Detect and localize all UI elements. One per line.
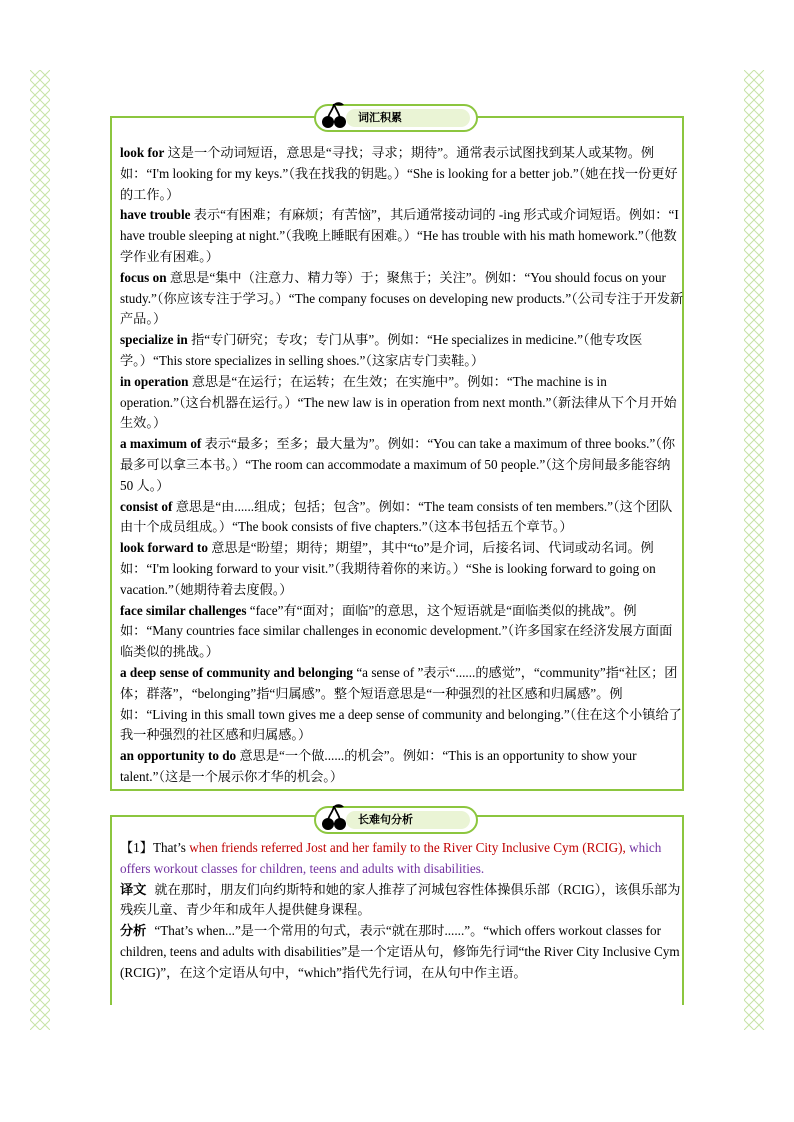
sentence-translation bbox=[120, 880, 685, 922]
vocab-explanation: 表示“最多；至多；最大量为”。例如：“You can take a maximum of three books.”（你最多可以拿三本书。）“The room can accommodate a maximum of 50 people.”（这个房间最多能容纳 50 人。） bbox=[120, 436, 676, 493]
vocab-entry bbox=[120, 372, 685, 434]
analysis-label: 分析 bbox=[120, 923, 147, 939]
vocab-explanation: 意思是“一个做......的机会”。例如：“This is an opportunity to show your talent.”（这是一个展示你才华的机会。） bbox=[120, 748, 637, 784]
vocab-term: specialize in bbox=[120, 332, 188, 348]
vocab-entry bbox=[120, 538, 685, 600]
sentence-relative-clause: which offers workout classes for children, teens and adults with disabilities. bbox=[120, 840, 662, 876]
vocab-explanation: 这是一个动词短语，意思是“寻找；寻求；期待”。通常表示试图找到某人或某物。例如：“I'm looking for my keys.”（我在找我的钥匙。）“She is looking for a better job.”（她在找一份更好的工作。） bbox=[120, 145, 678, 202]
translation-text: 就在那时，朋友们向约斯特和她的家人推荐了河城包容性体操俱乐部（RCIG），该俱乐部为残疾儿童、青少年和成年人提供健身课程。 bbox=[120, 881, 681, 918]
vocab-entry bbox=[120, 601, 685, 663]
vocab-explanation: 意思是“集中（注意力、精力等）于；聚焦于；关注”。例如：“You should focus on your study.”（你应该专注于学习。）“The company focuses on developing new products.”（公司专注于开发新产品。） bbox=[120, 269, 684, 327]
vocab-explanation: 意思是“在运行；在运转；在生效；在实施中”。例如：“The machine is in operation.”（这台机器在运行。）“The new law is in operation from next month.”（新法律从下个月开始生效。） bbox=[120, 373, 677, 431]
vocab-term: in operation bbox=[120, 373, 189, 389]
vocab-entry bbox=[120, 330, 685, 372]
right-border-decoration bbox=[744, 70, 764, 1030]
vocab-entry bbox=[120, 205, 685, 267]
cherry-icon bbox=[320, 100, 348, 132]
vocab-term: consist of bbox=[120, 498, 173, 514]
vocab-explanation: 指“专门研究；专攻；专门从事”。例如：“He specializes in medicine.”（他专攻医学。）“This store specializes in selling shoes.”（这家店专门卖鞋。） bbox=[120, 332, 643, 368]
vocab-explanation: “face”有“面对；面临”的意思，这个短语就是“面临类似的挑战”。例如：“Many countries face similar challenges in economic development.”（许多国家在经济发展方面面临类似的挑战。） bbox=[120, 602, 673, 660]
sentence-analysis bbox=[120, 921, 685, 983]
vocab-entry bbox=[120, 434, 685, 496]
vocab-entry bbox=[120, 497, 685, 539]
analysis-text: “That’s when...”是一个常用的句式，表示“就在那时......”。“which offers workout classes for children, teens and adults with disabilities”是一个定语从句，修饰先行词“the River City Inclusive Cym (RCIG)”，在这个定语从句中，“which”指代先行词，在从句中作主语。 bbox=[120, 923, 680, 980]
vocab-explanation: 意思是“由......组成；包括；包含”。例如：“The team consists of ten members.”（这个团队由十个成员组成。）“The book consists of five chapters.”（这本书包括五个章节。） bbox=[120, 498, 673, 535]
vocab-term: look for bbox=[120, 145, 165, 160]
vocab-section-header bbox=[314, 104, 478, 132]
sentence-number: 【1】 bbox=[120, 840, 153, 855]
left-border-decoration bbox=[30, 70, 50, 1030]
vocab-term: look forward to bbox=[120, 540, 208, 556]
translation-label: 译文 bbox=[120, 881, 147, 897]
vocab-term: a maximum of bbox=[120, 436, 202, 452]
sentence-section-header bbox=[314, 806, 478, 834]
vocab-term: have trouble bbox=[120, 207, 191, 223]
vocab-entry bbox=[120, 663, 685, 746]
vocab-explanation: 意思是“盼望；期待；期望”，其中“to”是介词，后接名词、代词或动名词。例如：“I'm looking forward to your visit.”（我期待着你的来访。）“She is looking forward to going on vacation.”（她期待着去度假。） bbox=[120, 540, 656, 597]
cherry-icon bbox=[320, 802, 348, 834]
vocab-term: face similar challenges bbox=[120, 602, 247, 618]
vocab-content bbox=[120, 143, 685, 788]
vocab-term: a deep sense of community and belonging bbox=[120, 664, 354, 680]
sentence-lead: That’s bbox=[152, 840, 190, 855]
vocab-explanation: 表示“有困难；有麻烦；有苦恼”，其后通常接动词的 -ing 形式或介词短语。例如：“I have trouble sleeping at night.”（我晚上睡眠有困难。）“He has trouble with his math homework.”（他数学作业有困难。） bbox=[120, 207, 679, 264]
vocab-term: an opportunity to do bbox=[120, 748, 237, 764]
vocab-entry bbox=[120, 746, 685, 788]
sentence-content bbox=[120, 838, 685, 984]
vocab-entry bbox=[120, 268, 685, 330]
vocab-section-title: 词汇积累 bbox=[346, 109, 470, 127]
vocab-entry bbox=[120, 143, 685, 205]
sentence-section-title: 长难句分析 bbox=[346, 811, 470, 829]
vocab-explanation: “a sense of ”表示“......的感觉”，“community”指“社区；团体；群落”，“belonging”指“归属感”。整个短语意思是“一种强烈的社区感和归属感”。例如：“Living in this small town gives me a deep sense of community and belonging.”（住在这个小镇给了我一种强烈的社区感和归属感。） bbox=[120, 664, 682, 743]
sentence-main-clause: when friends referred Jost and her family to the River City Inclusive Cym (RCIG), bbox=[189, 840, 626, 855]
sentence-original bbox=[120, 838, 685, 880]
vocab-term: focus on bbox=[120, 269, 167, 285]
